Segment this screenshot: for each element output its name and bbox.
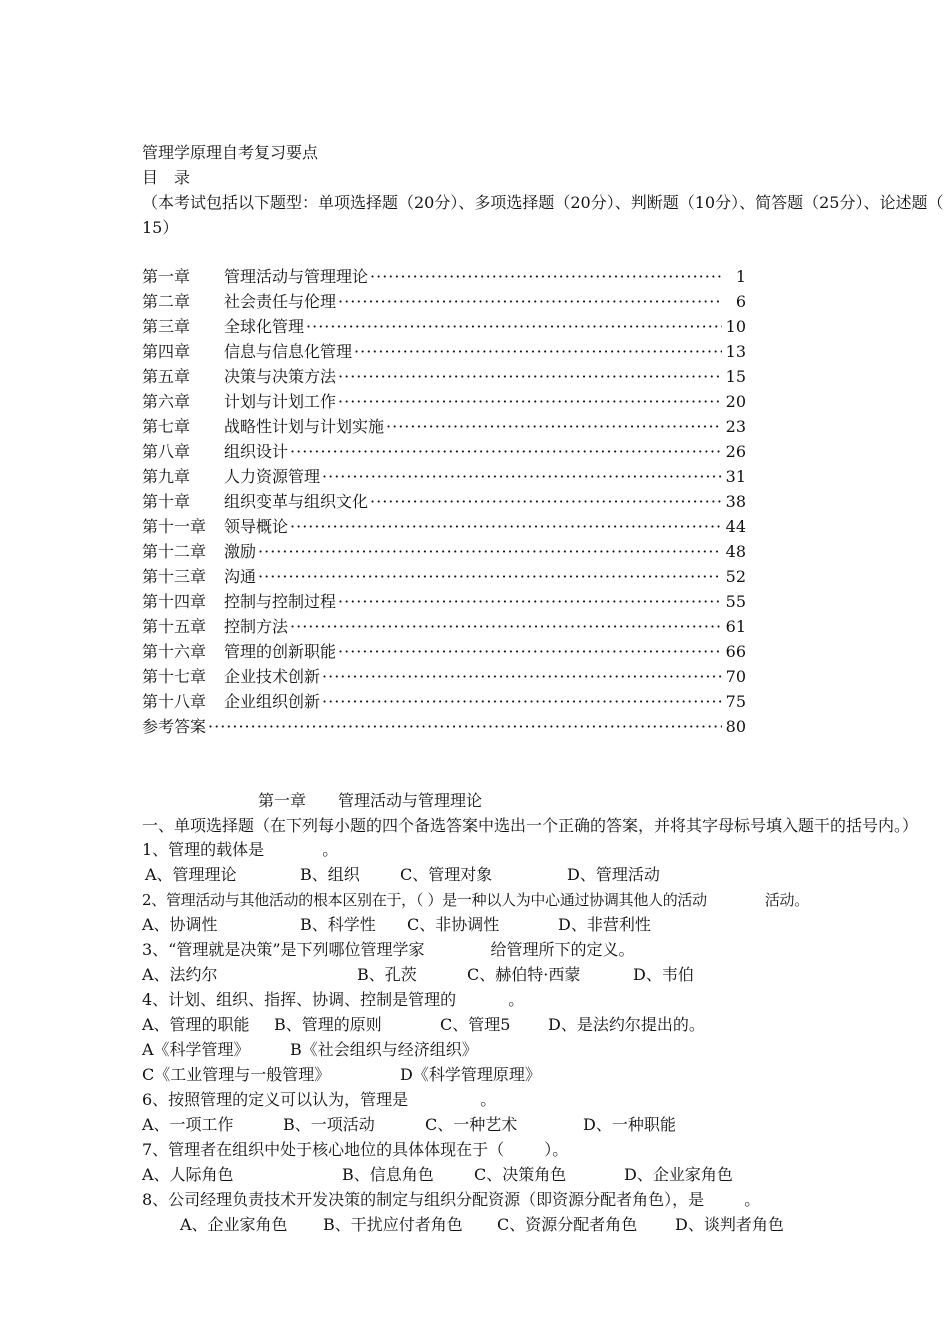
toc-chapter: 第四章 — [142, 342, 191, 361]
option: B、孔茨 — [357, 965, 417, 984]
toc-chapter: 第十二章 — [142, 542, 207, 561]
toc-chapter: 第三章 — [142, 317, 191, 336]
toc-entry[interactable] — [142, 442, 746, 462]
toc-title: 战略性计划与计划实施 — [224, 417, 385, 436]
toc-title: 人力资源管理 — [224, 467, 321, 486]
option: B《社会组织与经济组织》 — [290, 1040, 478, 1059]
toc-page-number: 10 — [725, 317, 746, 336]
toc-leader — [338, 592, 722, 612]
toc-page-number: 75 — [725, 692, 746, 711]
option: D、韦伯 — [633, 965, 694, 984]
toc-page-number: 31 — [725, 467, 746, 486]
toc-page-number: 44 — [725, 517, 746, 536]
toc-page-number: 66 — [725, 642, 746, 661]
toc-title: 全球化管理 — [224, 317, 305, 336]
toc-chapter: 第二章 — [142, 292, 191, 311]
toc-page-number: 80 — [725, 717, 746, 736]
toc-title: 控制与控制过程 — [224, 592, 337, 611]
toc-chapter: 第十八章 — [142, 692, 207, 711]
toc-title: 社会责任与伦理 — [224, 292, 337, 311]
toc-chapter: 第九章 — [142, 467, 191, 486]
toc-page-number: 48 — [725, 542, 746, 561]
toc-leader — [258, 542, 722, 562]
toc-page-number: 55 — [725, 592, 746, 611]
toc-page-number: 52 — [725, 567, 746, 586]
option: A《科学管理》 — [142, 1040, 250, 1059]
toc-leader — [354, 342, 722, 362]
toc-chapter: 第五章 — [142, 367, 191, 386]
toc-entry[interactable] — [142, 367, 746, 387]
toc-leader — [338, 392, 722, 412]
section-heading: 第一章 管理活动与管理理论 — [258, 791, 483, 810]
toc-title: 领导概论 — [224, 517, 289, 536]
toc-entry[interactable] — [142, 342, 746, 362]
toc-entry[interactable] — [142, 667, 746, 687]
toc-leader — [338, 642, 722, 662]
toc-entry[interactable] — [142, 292, 746, 312]
toc-title: 企业组织创新 — [224, 692, 321, 711]
toc-leader — [306, 317, 722, 337]
toc-title: 组织设计 — [224, 442, 289, 461]
toc-entry[interactable] — [142, 317, 746, 337]
toc-heading: 目 录 — [142, 168, 191, 187]
option: D、管理活动 — [567, 865, 660, 884]
option: A、企业家角色 — [180, 1215, 288, 1234]
toc-leader — [290, 517, 722, 537]
toc-page-number: 70 — [725, 667, 746, 686]
option: A、法约尔 — [142, 965, 218, 984]
toc-title: 组织变革与组织文化 — [224, 492, 369, 511]
option: A、人际角色 — [142, 1165, 234, 1184]
toc-entry[interactable] — [142, 567, 746, 587]
toc-chapter: 参考答案 — [142, 717, 207, 736]
question-instructions: 一、单项选择题（在下列每小题的四个备选答案中选出一个正确的答案，并将其字母标号填入题干的括号内。） — [142, 816, 919, 835]
option: D、非营利性 — [558, 915, 651, 934]
toc-page-number: 13 — [725, 342, 746, 361]
toc-leader — [370, 267, 722, 287]
toc-entry[interactable] — [142, 592, 746, 612]
toc-entry[interactable] — [142, 692, 746, 712]
toc-title: 沟通 — [224, 567, 257, 586]
option: C、管理对象 — [400, 865, 493, 884]
toc-page-number: 23 — [725, 417, 746, 436]
toc-chapter: 第八章 — [142, 442, 191, 461]
option: C、决策角色 — [474, 1165, 567, 1184]
toc-page-number: 26 — [725, 442, 746, 461]
toc-entry[interactable] — [142, 617, 746, 637]
toc-entry[interactable] — [142, 517, 746, 537]
toc-leader — [322, 667, 722, 687]
question-stem: 7、管理者在组织中处于核心地位的具体体现在于（ ）。 — [142, 1140, 569, 1159]
toc-chapter: 第七章 — [142, 417, 191, 436]
option: A、管理理论 — [145, 865, 237, 884]
question-stem: 3、“管理就是决策”是下列哪位管理学家 给管理所下的定义。 — [142, 940, 635, 959]
toc-title: 控制方法 — [224, 617, 289, 636]
question-stem: 1、管理的载体是 。 — [142, 840, 339, 859]
toc-leader — [290, 617, 722, 637]
toc-entry[interactable] — [142, 417, 746, 437]
toc-page-number: 20 — [725, 392, 746, 411]
option: D、谈判者角色 — [675, 1215, 784, 1234]
toc-chapter: 第十七章 — [142, 667, 207, 686]
toc-entry[interactable] — [142, 267, 746, 287]
toc-page-number: 38 — [725, 492, 746, 511]
toc-title: 决策与决策方法 — [224, 367, 337, 386]
option: A、一项工作 — [142, 1115, 234, 1134]
toc-leader — [386, 417, 722, 437]
option: C《工业管理与一般管理》 — [142, 1065, 331, 1084]
option: D、企业家角色 — [624, 1165, 733, 1184]
option: B、组织 — [300, 865, 360, 884]
option: D《科学管理原理》 — [400, 1065, 541, 1084]
toc-leader — [322, 467, 722, 487]
option: B、干扰应付者角色 — [323, 1215, 463, 1234]
option: D、一种职能 — [583, 1115, 676, 1134]
toc-leader — [338, 292, 722, 312]
question-stem: 4、计划、组织、指挥、协调、控制是管理的 。 — [142, 990, 525, 1009]
toc-entry[interactable] — [142, 642, 746, 662]
question-stem: 2、管理活动与其他活动的根本区别在于，（ ）是一种以人为中心通过协调其他人的活动 活动。 — [142, 891, 809, 909]
toc-title: 信息与信息化管理 — [224, 342, 353, 361]
toc-entry[interactable] — [142, 467, 746, 487]
toc-chapter: 第十六章 — [142, 642, 207, 661]
toc-entry[interactable] — [142, 392, 746, 412]
option: C、非协调性 — [407, 915, 500, 934]
toc-chapter: 第十一章 — [142, 517, 207, 536]
intro-text-line-1: （本考试包括以下题型：单项选择题（20分）、多项选择题（20分）、判断题（10分）、简答题（25分）、论述题（ — [142, 193, 944, 212]
toc-chapter: 第十章 — [142, 492, 191, 511]
document-title: 管理学原理自考复习要点 — [142, 143, 319, 162]
option: C、一种艺术 — [425, 1115, 518, 1134]
toc-entry[interactable] — [142, 492, 746, 512]
option: D、是法约尔提出的。 — [548, 1015, 705, 1034]
toc-title: 管理活动与管理理论 — [224, 267, 369, 286]
toc-leader — [290, 442, 722, 462]
toc-leader — [338, 367, 722, 387]
toc-leader — [322, 692, 722, 712]
toc-title: 计划与计划工作 — [224, 392, 337, 411]
toc-chapter: 第六章 — [142, 392, 191, 411]
toc-page-number: 6 — [735, 292, 746, 311]
question-stem: 8、公司经理负责技术开发决策的制定与组织分配资源（即资源分配者角色），是 。 — [142, 1190, 761, 1209]
option: A、协调性 — [142, 915, 218, 934]
toc-title: 管理的创新职能 — [224, 642, 337, 661]
option: B、一项活动 — [283, 1115, 375, 1134]
toc-page-number: 15 — [725, 367, 746, 386]
question-stem: 6、按照管理的定义可以认为，管理是 。 — [142, 1090, 497, 1109]
toc-chapter: 第一章 — [142, 267, 191, 286]
toc-entry[interactable] — [142, 542, 746, 562]
toc-leader — [208, 717, 722, 737]
intro-text-line-2: 15） — [142, 218, 179, 237]
option: B、信息角色 — [342, 1165, 434, 1184]
toc-chapter: 第十四章 — [142, 592, 207, 611]
option: A、管理的职能 — [142, 1015, 250, 1034]
toc-leader — [258, 567, 722, 587]
toc-leader — [370, 492, 722, 512]
toc-chapter: 第十五章 — [142, 617, 207, 636]
option: B、管理的原则 — [274, 1015, 382, 1034]
option: C、管理5 — [440, 1015, 511, 1034]
option: B、科学性 — [300, 915, 376, 934]
option: C、赫伯特·西蒙 — [467, 965, 581, 984]
toc-chapter: 第十三章 — [142, 567, 207, 586]
toc-page-number: 61 — [725, 617, 746, 636]
toc-entry[interactable] — [142, 717, 746, 737]
toc-page-number: 1 — [735, 267, 746, 286]
toc-title: 激励 — [224, 542, 257, 561]
option: C、资源分配者角色 — [497, 1215, 638, 1234]
toc-title: 企业技术创新 — [224, 667, 321, 686]
